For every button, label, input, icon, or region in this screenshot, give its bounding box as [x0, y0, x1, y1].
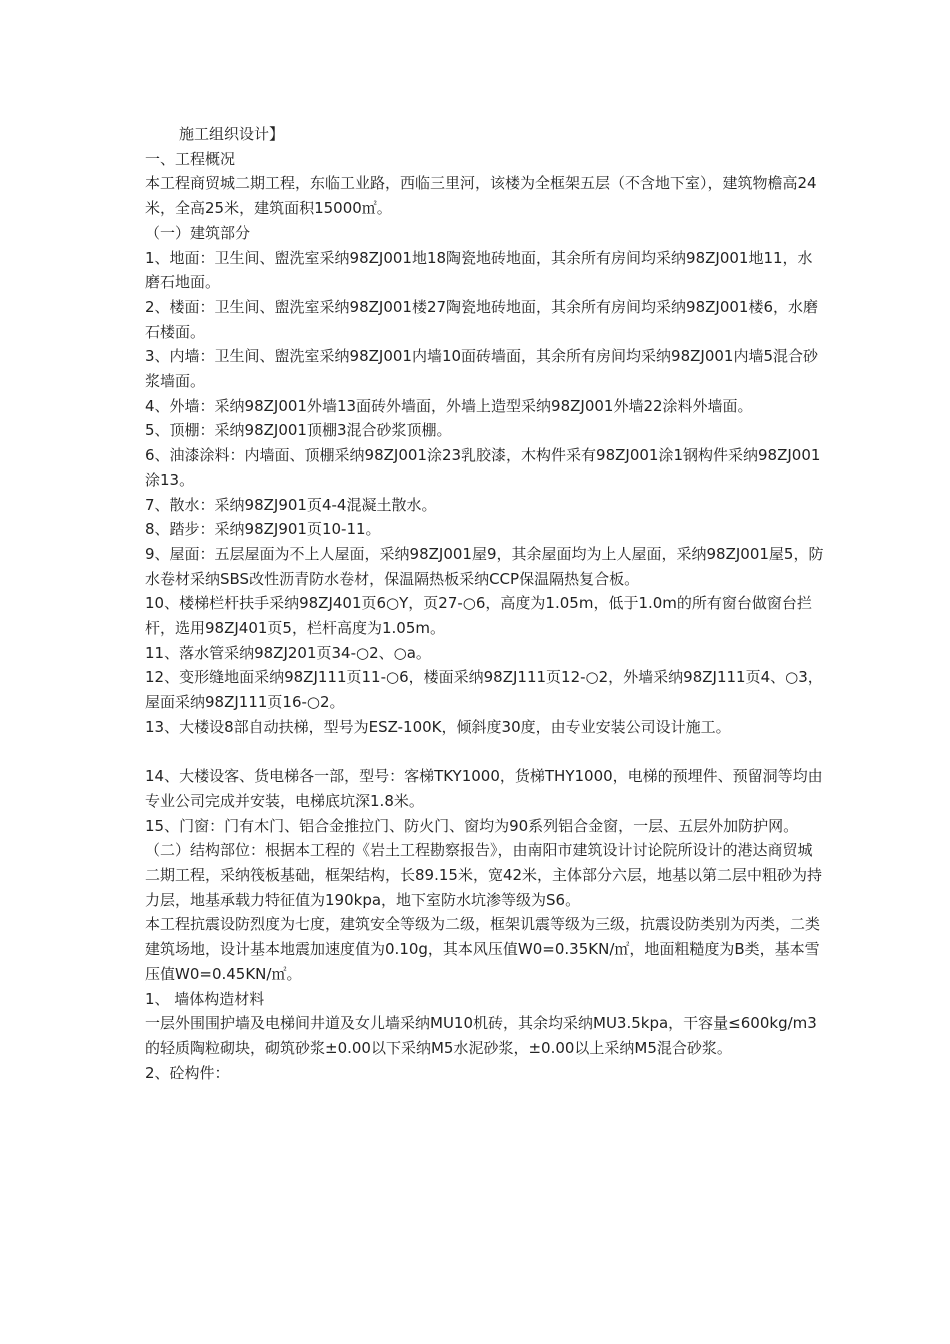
- section-heading-overview: 一、工程概况: [145, 149, 236, 168]
- paragraph: 6、油漆涂料：内墙面、顶棚采纳98ZJ001涂23乳胶漆，木构件采有98ZJ001涂1钢构件采纳98ZJ001涂13。: [145, 446, 821, 489]
- paragraph: 4、外墙：采纳98ZJ001外墙13面砖外墙面，外墙上造型采纳98ZJ001外墙22涂料外墙面。: [145, 396, 753, 415]
- document-title: 施工组织设计】: [179, 125, 285, 143]
- document-body: [145, 122, 825, 1085]
- item-heading-wall-materials: 1、 墙体构造材料: [145, 989, 265, 1008]
- paragraph: 本工程商贸城二期工程，东临工业路，西临三里河，该楼为全框架五层（不含地下室），建筑物檐高24米，全高25米，建筑面积15000㎡。: [145, 174, 817, 218]
- paragraph: 10、楼梯栏杆扶手采纳98ZJ401页6○Y，页27-○6，高度为1.05m，低于1.0m的所有窗台做窗台拦杆，选用98ZJ401页5，栏杆高度为1.05m。: [145, 594, 812, 638]
- paragraph: 12、变形缝地面采纳98ZJ111页11-○6，楼面采纳98ZJ111页12-○2，外墙采纳98ZJ111页4、○3，屋面采纳98ZJ111页16-○2。: [145, 668, 823, 712]
- paragraph: 7、散水：采纳98ZJ901页4-4混凝土散水。: [145, 495, 437, 514]
- paragraph: 一层外围围护墙及电梯间井道及女儿墙采纳MU10机砖，其余均采纳MU3.5kpa，干容量≤600kg/m3的轻质陶粒砌块，砌筑砂浆±0.00以下采纳M5水泥砂浆，±0.00以上采纳M5混合砂浆。: [145, 1014, 817, 1057]
- paragraph: 2、楼面：卫生间、盥洗室采纳98ZJ001楼27陶瓷地砖地面，其余所有房间均采纳98ZJ001楼6，水磨石楼面。: [145, 297, 819, 341]
- blank-line: [145, 740, 825, 765]
- paragraph: 8、踏步：采纳98ZJ901页10-11。: [145, 520, 381, 539]
- paragraph: 5、顶棚：采纳98ZJ001顶棚3混合砂浆顶棚。: [145, 421, 452, 440]
- item-heading-concrete-members: 2、砼构件：: [145, 1063, 230, 1082]
- paragraph: 15、门窗：门有木门、铝合金推拉门、防火门、窗均为90系列铝合金窗，一层、五层外加防护网。: [145, 816, 799, 835]
- subsection-heading-structure: （二）结构部位：根据本工程的《岩土工程勘察报告》，由南阳市建筑设计讨论院所设计的港达商贸城二期工程，采纳筏板基础，框架结构，长89.15米，宽42米，主体部分六层，地基以第二层中粗砂为持力层，地基承载力特征值为190kpa，地下室防水坑渗等级为S6。: [145, 841, 823, 909]
- paragraph: 9、屋面：五层屋面为不上人屋面，采纳98ZJ001屋9，其余屋面均为上人屋面，采纳98ZJ001屋5，防水卷材采纳SBS改性沥青防水卷材，保温隔热板采纳CCP保温隔热复合板。: [145, 544, 824, 588]
- paragraph: 13、大楼设8部自动扶梯，型号为ESZ-100K，倾斜度30度，由专业安装公司设计施工。: [145, 717, 731, 736]
- paragraph: 3、内墙：卫生间、盥洗室采纳98ZJ001内墙10面砖墙面，其余所有房间均采纳98ZJ001内墙5混合砂浆墙面。: [145, 347, 819, 391]
- paragraph: 本工程抗震设防烈度为七度，建筑安全等级为二级，框架讥震等级为三级，抗震设防类别为丙类，二类建筑场地，设计基本地震加速度值为0.10g，其本风压值W0=0.35KN/㎡，地面粗糙度为B类，基本雪压值W0=0.45KN/㎡。: [145, 915, 821, 983]
- paragraph: 1、地面：卫生间、盥洗室采纳98ZJ001地18陶瓷地砖地面，其余所有房间均采纳98ZJ001地11，水磨石地面。: [145, 248, 813, 292]
- paragraph: 14、大楼设客、货电梯各一部，型号：客梯TKY1000，货梯THY1000，电梯的预埋件、预留洞等均由专业公司完成并安装，电梯底坑深1.8米。: [145, 767, 823, 810]
- subsection-heading-architecture: （一）建筑部分: [145, 223, 251, 242]
- paragraph: 11、落水管采纳98ZJ201页34-○2、○a。: [145, 643, 431, 662]
